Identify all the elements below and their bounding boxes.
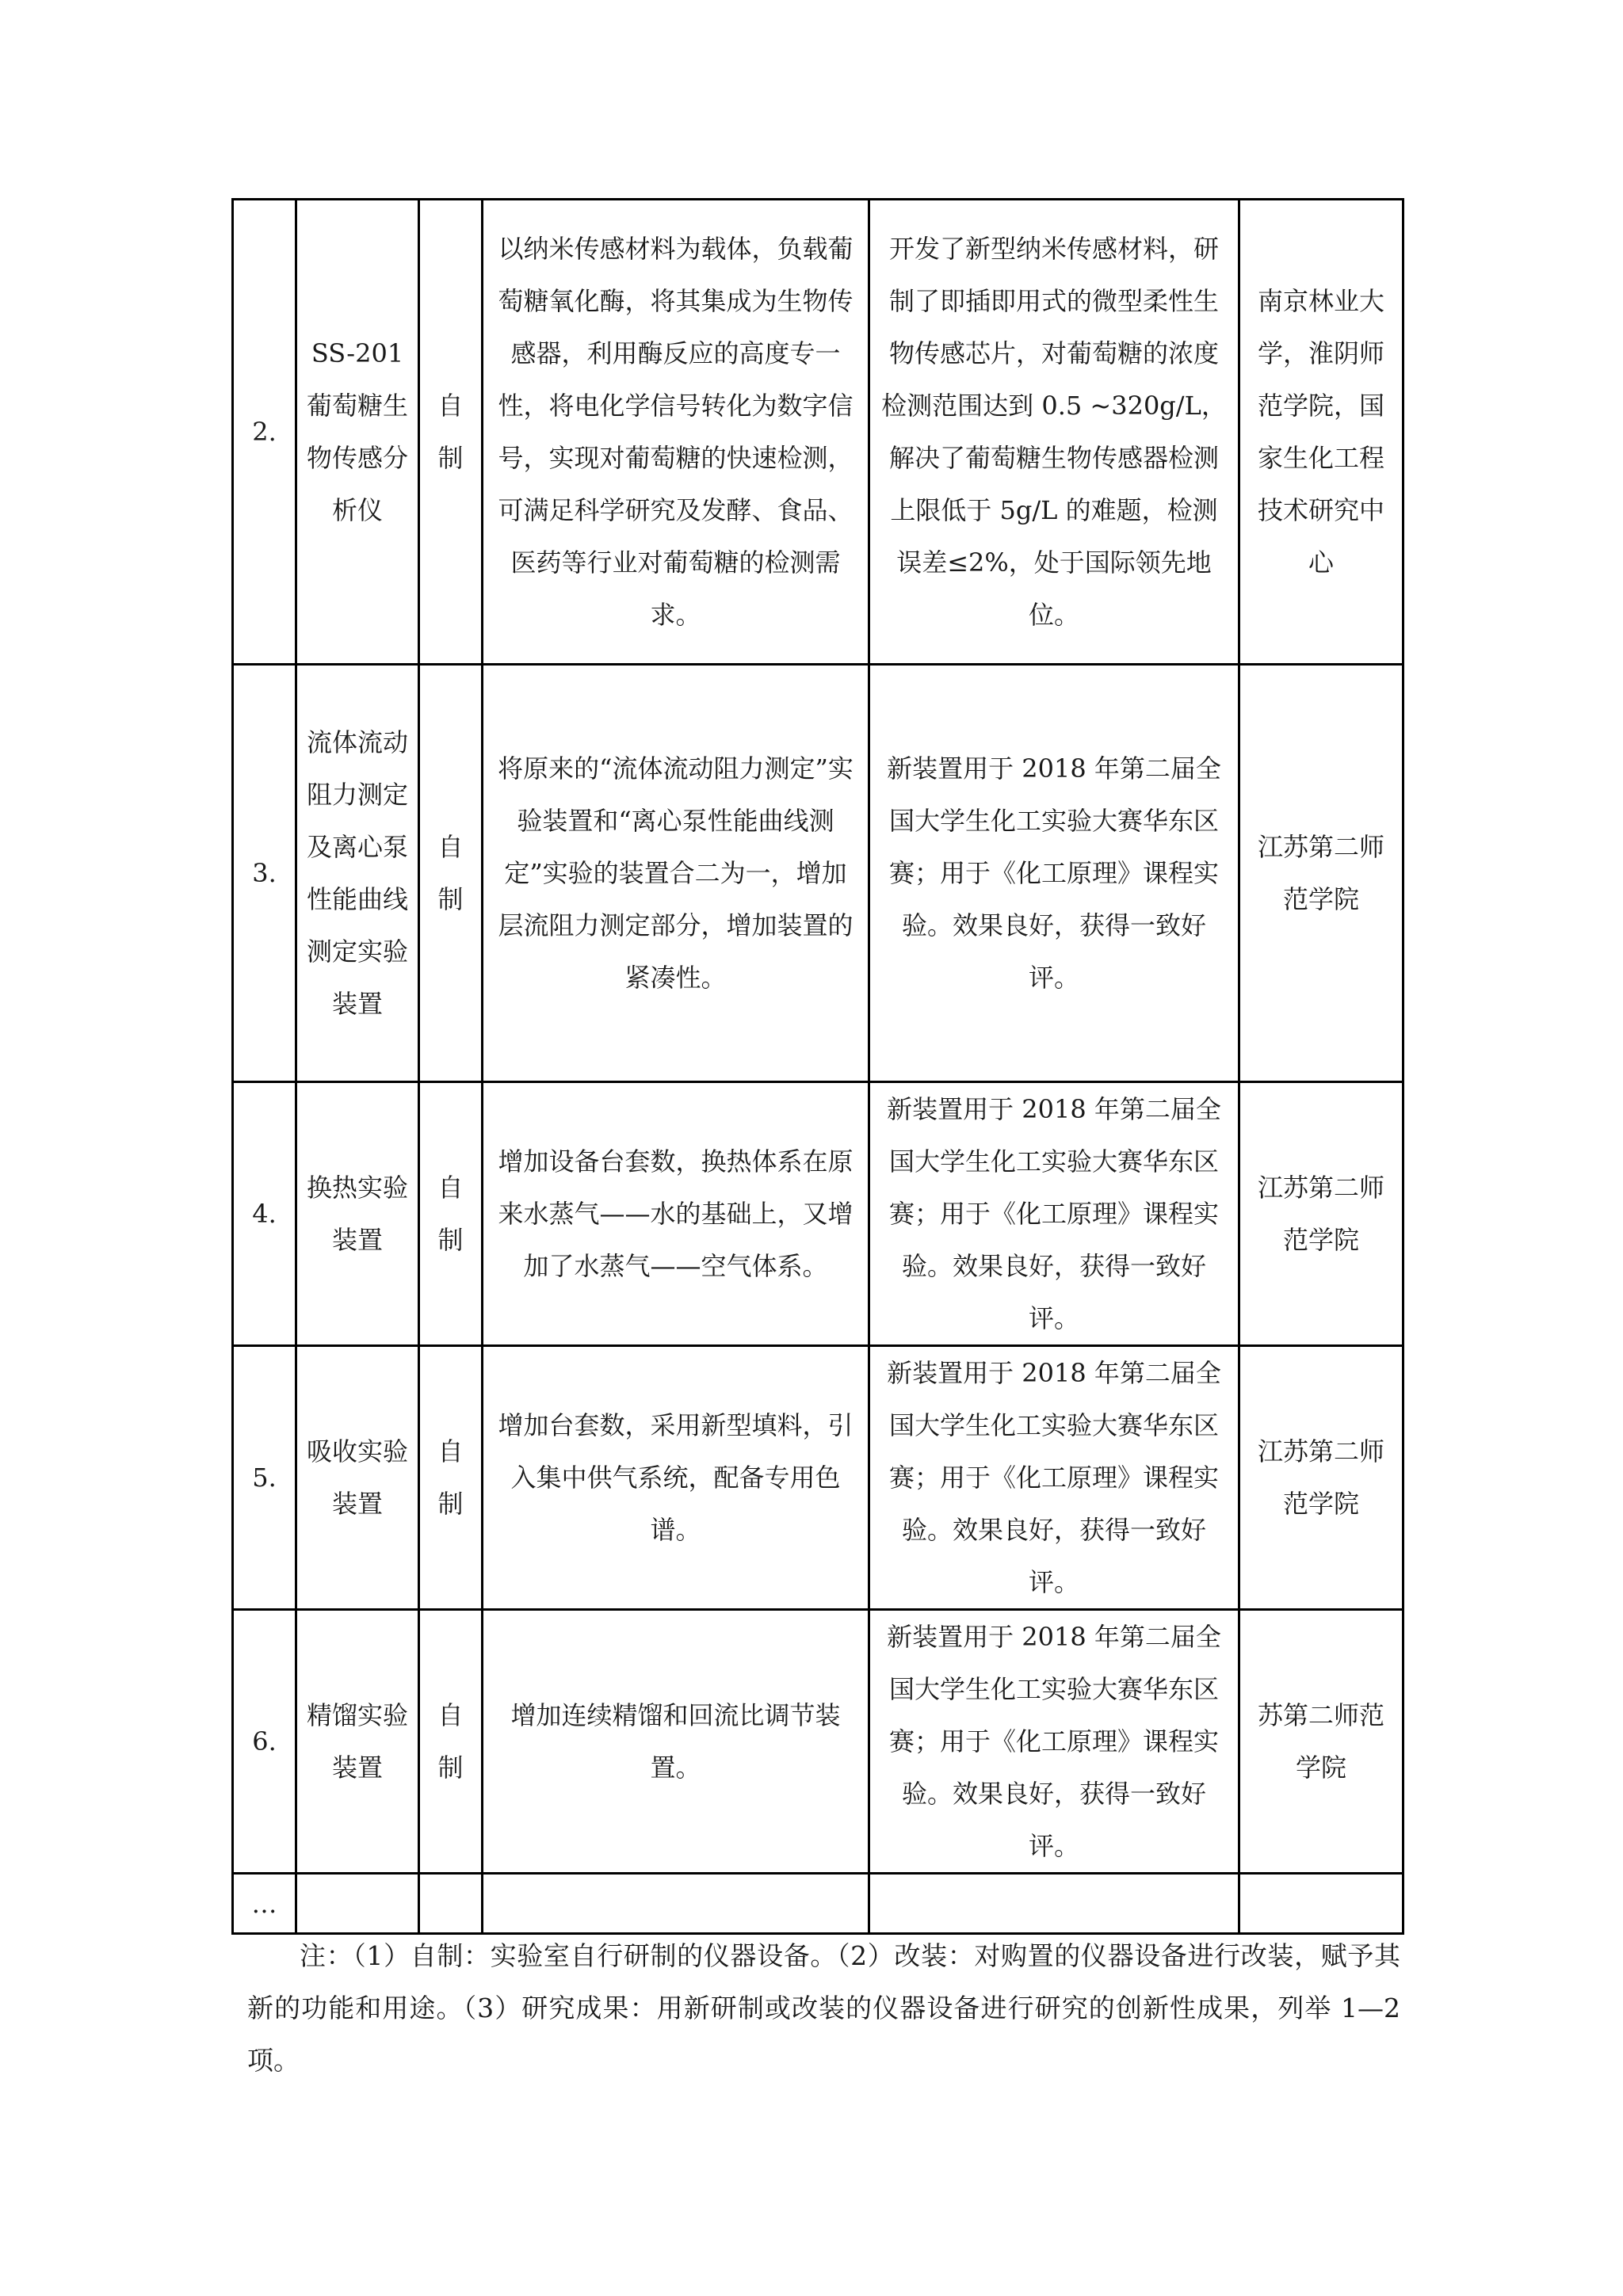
equipment-description: 以纳米传感材料为载体，负载葡萄糖氧化酶，将其集成为生物传感器，利用酶反应的高度专一性，将电化学信号转化为数字信号，实现对葡萄糖的快速检测，可满足科学研究及发酵、食品、医药等行业对葡萄糖的检测需求。	[483, 200, 869, 665]
equipment-description: 增加连续精馏和回流比调节装置。	[483, 1610, 869, 1874]
equipment-name: 流体流动阻力测定及离心泵性能曲线测定实验装置	[296, 665, 419, 1082]
row-number: …	[233, 1874, 296, 1934]
equipment-name: SS-201 葡萄糖生物传感分析仪	[296, 200, 419, 665]
research-unit	[1239, 1874, 1403, 1934]
equipment-name: 换热实验装置	[296, 1082, 419, 1346]
equipment-name	[296, 1874, 419, 1934]
equipment-type: 自 制	[419, 1346, 483, 1610]
research-unit: 苏第二师范学院	[1239, 1610, 1403, 1874]
equipment-name: 吸收实验装置	[296, 1346, 419, 1610]
row-number: 5.	[233, 1346, 296, 1610]
equipment-description	[483, 1874, 869, 1934]
research-result: 新装置用于 2018 年第二届全国大学生化工实验大赛华东区赛；用于《化工原理》课程实验。效果良好，获得一致好评。	[869, 1082, 1239, 1346]
research-result: 新装置用于 2018 年第二届全国大学生化工实验大赛华东区赛；用于《化工原理》课程实验。效果良好，获得一致好评。	[869, 1346, 1239, 1610]
table-row	[233, 1874, 1403, 1934]
equipment-type: 自 制	[419, 200, 483, 665]
equipment-name: 精馏实验装置	[296, 1610, 419, 1874]
row-number: 6.	[233, 1610, 296, 1874]
equipment-description: 增加台套数，采用新型填料，引入集中供气系统，配备专用色谱。	[483, 1346, 869, 1610]
equipment-type: 自 制	[419, 1082, 483, 1346]
equipment-description: 增加设备台套数，换热体系在原来水蒸气——水的基础上，又增加了水蒸气——空气体系。	[483, 1082, 869, 1346]
equipment-table	[231, 198, 1404, 1935]
research-unit: 江苏第二师范学院	[1239, 665, 1403, 1082]
row-number: 4.	[233, 1082, 296, 1346]
equipment-type	[419, 1874, 483, 1934]
table-row	[233, 200, 1403, 665]
table-row	[233, 665, 1403, 1082]
research-result: 新装置用于 2018 年第二届全国大学生化工实验大赛华东区赛；用于《化工原理》课程实验。效果良好，获得一致好评。	[869, 665, 1239, 1082]
footnote-text: 注：（1）自制：实验室自行研制的仪器设备。（2）改装：对购置的仪器设备进行改装，赋予其新的功能和用途。（3）研究成果：用新研制或改装的仪器设备进行研究的创新性成果，列举 1—2 项。	[247, 1940, 1400, 2076]
table-row	[233, 1346, 1403, 1610]
research-result: 开发了新型纳米传感材料，研制了即插即用式的微型柔性生物传感芯片，对葡萄糖的浓度检测范围达到 0.5 ~320g/L，解决了葡萄糖生物传感器检测上限低于 5g/L 的难题，检测误差≤2%，处于国际领先地位。	[869, 200, 1239, 665]
equipment-type: 自 制	[419, 1610, 483, 1874]
research-unit: 江苏第二师范学院	[1239, 1346, 1403, 1610]
table-row	[233, 1082, 1403, 1346]
row-number: 3.	[233, 665, 296, 1082]
research-result: 新装置用于 2018 年第二届全国大学生化工实验大赛华东区赛；用于《化工原理》课程实验。效果良好，获得一致好评。	[869, 1610, 1239, 1874]
table-row	[233, 1610, 1403, 1874]
footnote	[247, 1930, 1400, 2087]
research-result	[869, 1874, 1239, 1934]
row-number: 2.	[233, 200, 296, 665]
research-unit: 江苏第二师范学院	[1239, 1082, 1403, 1346]
equipment-description: 将原来的“流体流动阻力测定”实验装置和“离心泵性能曲线测定”实验的装置合二为一，增加层流阻力测定部分，增加装置的紧凑性。	[483, 665, 869, 1082]
research-unit: 南京林业大学，淮阴师范学院，国家生化工程技术研究中心	[1239, 200, 1403, 665]
equipment-type: 自 制	[419, 665, 483, 1082]
